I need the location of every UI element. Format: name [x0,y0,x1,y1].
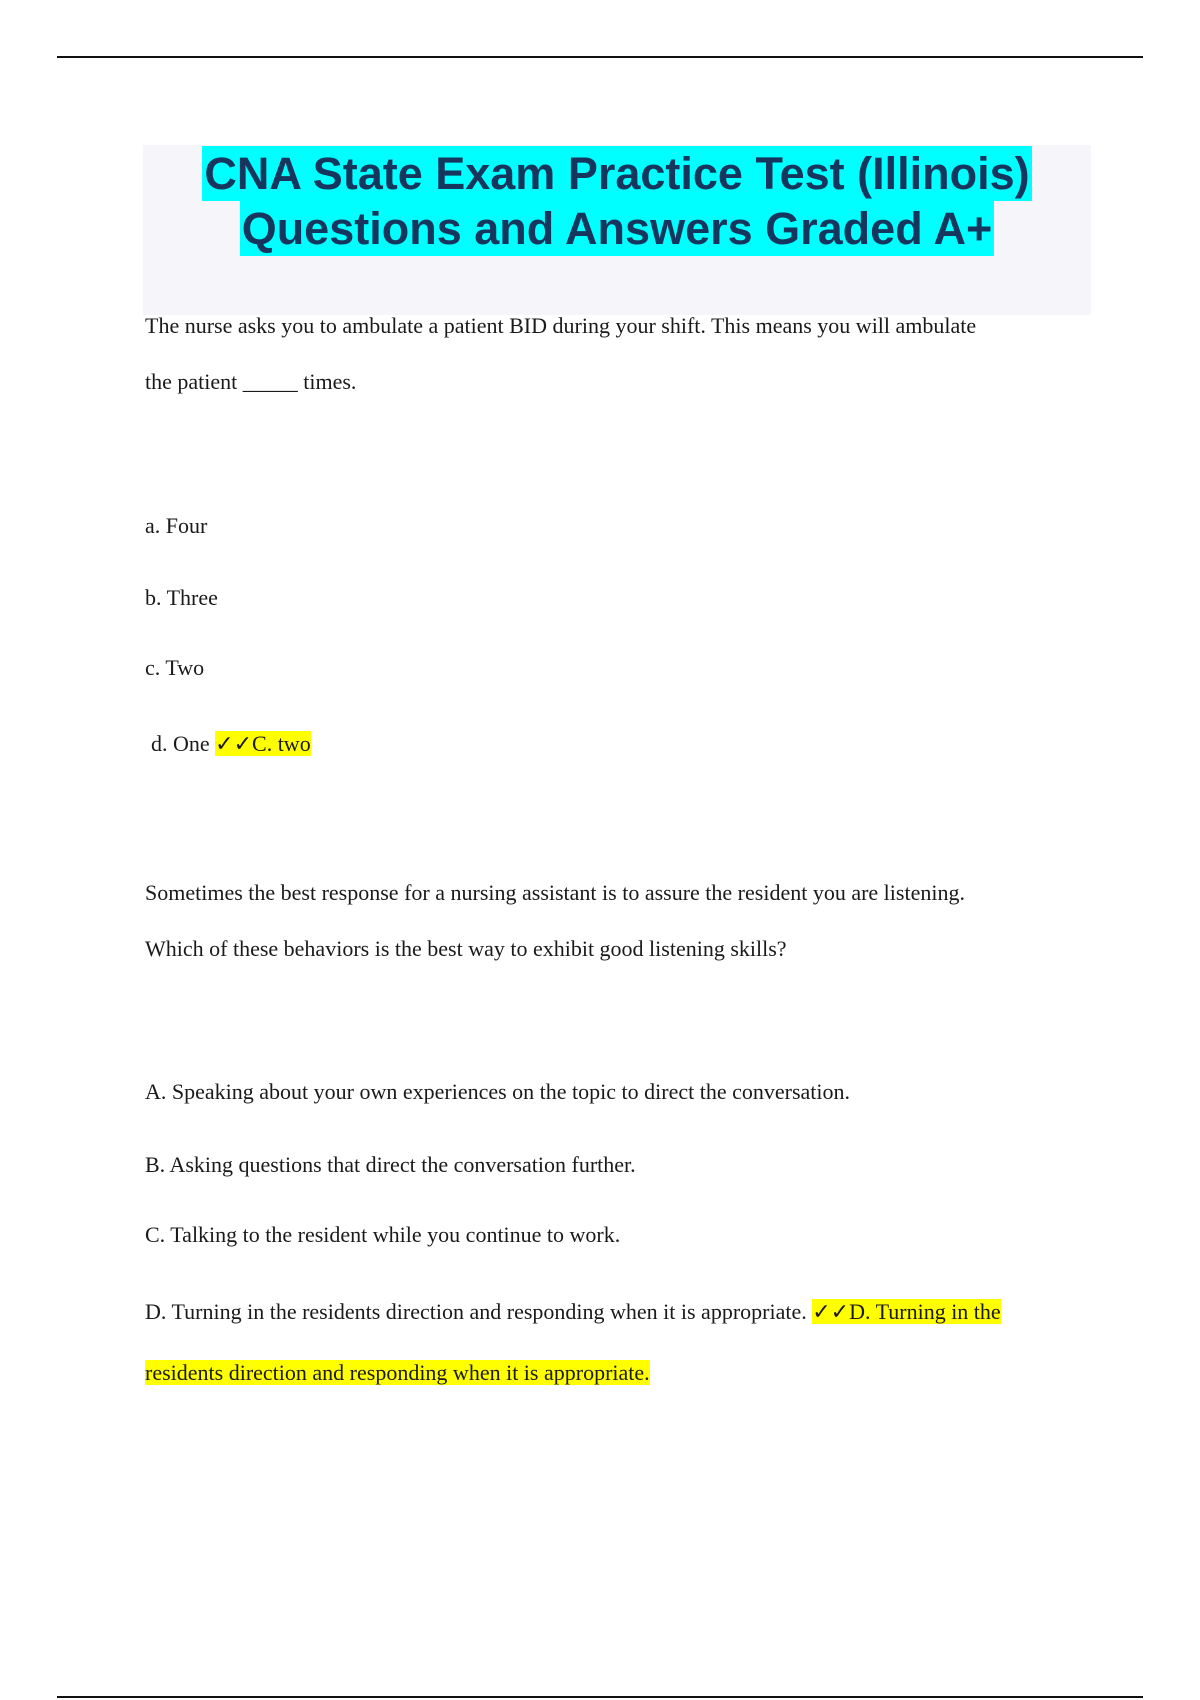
question-2-option-a: A. Speaking about your own experiences on the topic to direct the conversation. [145,1079,851,1104]
bottom-rule [57,1696,1143,1698]
document-title-line-2: Questions and Answers Graded A+ [241,203,993,254]
question-1-option-d: d. One [151,731,210,756]
top-rule [57,56,1143,58]
question-1-text-line-1: The nurse asks you to ambulate a patient BID during your shift. This means you will ambulate [145,313,977,338]
question-1-option-a: a. Four [145,513,208,538]
question-2-answer-line-2-row [145,1359,650,1387]
title-block [143,145,1091,315]
question-1-text-line-2: the patient _____ times. [145,369,357,394]
question-1-option-c: c. Two [145,655,205,680]
question-2-option-d: D. Turning in the residents direction and responding when it is appropriate. [145,1299,807,1324]
question-1-option-b: b. Three [145,585,218,610]
question-2-text-line-2: Which of these behaviors is the best way to exhibit good listening skills? [145,936,787,961]
question-2-option-d-row [145,1298,1001,1326]
question-2-answer-line-1: ✓✓D. Turning in the [812,1299,1001,1324]
document-title-line-1: CNA State Exam Practice Test (Illinois) [204,148,1030,199]
question-1-answer: ✓✓C. two [215,731,311,756]
question-2-option-b: B. Asking questions that direct the conversation further. [145,1152,636,1177]
question-2-answer-line-2: residents direction and responding when it is appropriate. [145,1360,650,1385]
question-1-option-d-row [151,730,311,758]
question-2-text-line-1: Sometimes the best response for a nursing assistant is to assure the resident you are listening. [145,880,965,905]
question-2-option-c: C. Talking to the resident while you continue to work. [145,1222,621,1247]
